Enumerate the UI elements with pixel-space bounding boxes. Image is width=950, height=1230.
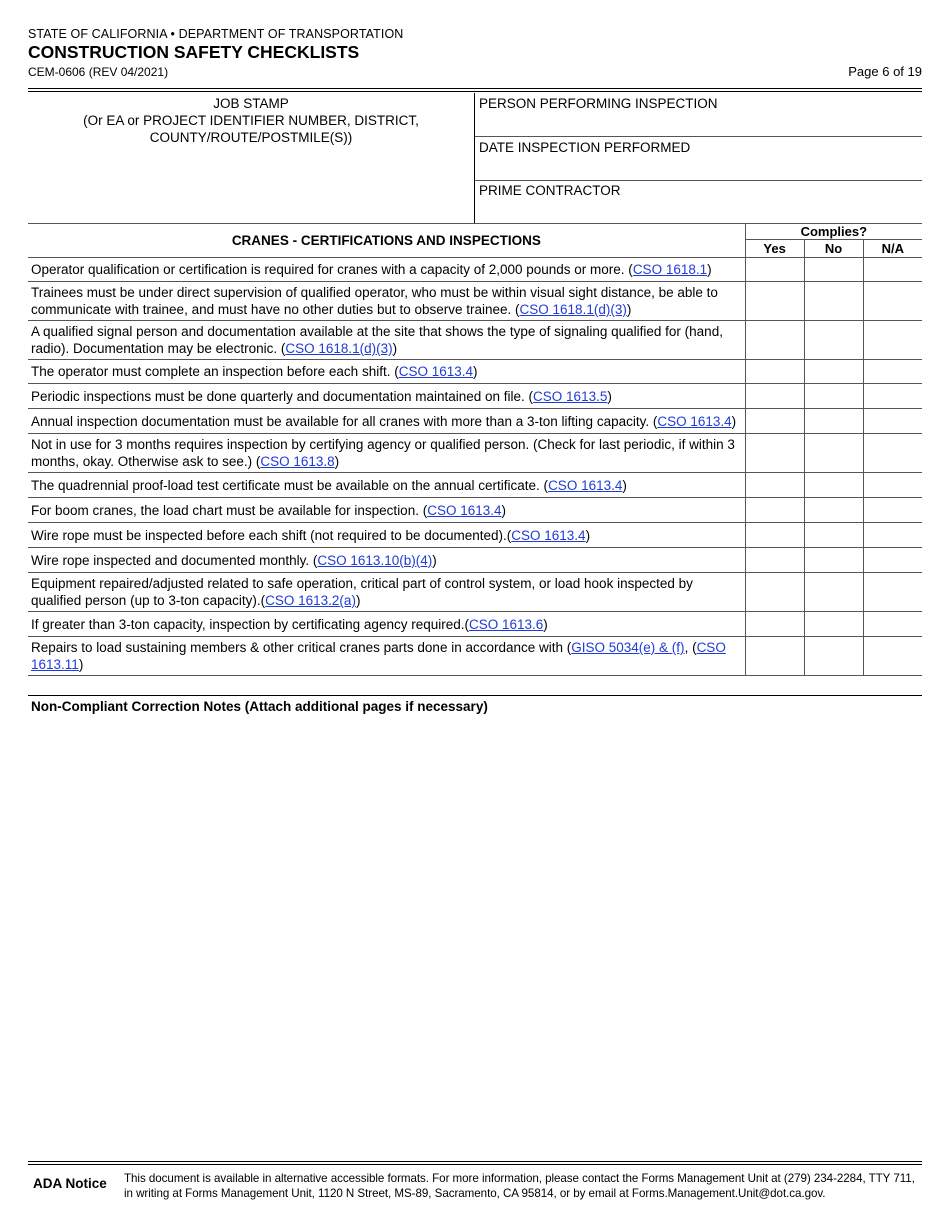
person-performing-inspection-label: PERSON PERFORMING INSPECTION [479,96,718,111]
checklist-item-text [28,523,745,548]
complies-no-cell[interactable] [804,498,863,523]
item-text: Not in use for 3 months requires inspection by certifying agency or qualified person. (Check for last periodic, if within 3 months, okay. Otherwise ask to see.) ( [31,437,735,469]
item-text-tail: ) [585,527,591,543]
complies-yes-cell[interactable] [745,612,804,637]
regulation-link[interactable]: GISO 5034(e) & (f) [571,640,685,655]
table-row [28,637,922,676]
regulation-link[interactable]: CSO 1613.5 [533,388,608,404]
na-header: N/A [863,240,922,258]
complies-no-cell[interactable] [804,548,863,573]
complies-no-cell[interactable] [804,573,863,612]
checklist-item-text [28,637,745,676]
regulation-link[interactable]: CSO 1613.2(a) [265,593,356,608]
table-row [28,523,922,548]
item-text-tail: ) [78,657,84,672]
complies-na-cell[interactable] [863,637,922,676]
table-row [28,282,922,321]
complies-na-cell[interactable] [863,573,922,612]
regulation-link[interactable]: CSO 1613.6 [469,616,544,632]
complies-no-cell[interactable] [804,473,863,498]
item-text-tail: ) [607,388,612,404]
item-text-tail: ) [392,341,398,356]
regulation-link[interactable]: CSO 1618.1 [632,262,708,277]
complies-yes-cell[interactable] [745,473,804,498]
checklist-item-text [28,473,745,498]
item-text-tail: ) [473,364,478,379]
notes-divider [28,695,922,696]
table-row [28,321,922,360]
agency-name: STATE OF CALIFORNIA • DEPARTMENT OF TRANSPORTATION [28,27,404,41]
complies-no-cell[interactable] [804,612,863,637]
complies-yes-cell[interactable] [745,498,804,523]
item-text: Wire rope must be inspected before each shift (not required to be documented).( [31,527,512,543]
table-row [28,573,922,612]
footer-rule [28,1161,922,1165]
item-text: Trainees must be under direct supervision of qualified operator, who must be within visual sight distance, be able to communicate with trainee, and must have no other duties but to observe trainee. ( [31,285,718,317]
table-row [28,548,922,573]
notes-title: Non-Compliant Correction Notes (Attach additional pages if necessary) [31,699,488,714]
page-number: Page 6 of 19 [848,64,922,79]
item-text: The quadrennial proof-load test certificate must be available on the annual certificate. ( [31,477,549,493]
checklist-table [28,223,922,676]
regulation-link[interactable]: CSO 1618.1(d)(3) [285,341,393,356]
checklist-item-text [28,548,745,573]
item-text-tail: ) [731,413,737,429]
regulation-link[interactable]: CSO 1613.4 [548,477,623,493]
item-text-tail: ) [432,552,437,568]
item-text-tail: , ( [684,640,697,655]
item-text-tail: ) [622,477,627,493]
complies-no-cell[interactable] [804,384,863,409]
checklist-item-text [28,612,745,637]
complies-no-cell[interactable] [804,637,863,676]
complies-no-cell[interactable] [804,360,863,384]
complies-na-cell[interactable] [863,258,922,282]
checklist-item-text [28,384,745,409]
complies-na-cell[interactable] [863,282,922,321]
table-title: CRANES - CERTIFICATIONS AND INSPECTIONS [28,224,745,258]
item-text-tail: ) [543,616,548,632]
table-row [28,434,922,473]
complies-no-cell[interactable] [804,321,863,360]
complies-yes-cell[interactable] [745,360,804,384]
checklist-item-text [28,258,745,282]
complies-yes-cell[interactable] [745,637,804,676]
job-stamp-sublabel-1: (Or EA or PROJECT IDENTIFIER NUMBER, DISTRICT, [83,113,419,128]
complies-na-cell[interactable] [863,321,922,360]
regulation-link[interactable]: CSO 1613.8 [260,454,335,469]
item-text: Periodic inspections must be done quarterly and documentation maintained on file. ( [31,388,534,404]
regulation-link[interactable]: CSO 1613.4 [398,364,473,379]
checklist-item-text [28,360,745,384]
complies-na-cell[interactable] [863,409,922,434]
complies-header: Complies? [745,224,922,240]
job-stamp-box[interactable] [28,93,475,224]
table-row [28,409,922,434]
item-text: For boom cranes, the load chart must be available for inspection. ( [31,502,428,518]
checklist-item-text [28,434,745,473]
regulation-link[interactable]: CSO 1613.4 [657,413,732,429]
complies-yes-cell[interactable] [745,409,804,434]
ada-notice-label: ADA Notice [33,1176,107,1191]
complies-no-cell[interactable] [804,523,863,548]
prime-contractor-label: PRIME CONTRACTOR [479,183,621,198]
job-stamp-sublabel-2: COUNTY/ROUTE/POSTMILE(S)) [149,130,353,145]
job-info-section [28,93,922,224]
checklist-item-text [28,282,745,321]
item-text-tail: ) [707,262,712,277]
complies-na-cell[interactable] [863,384,922,409]
regulation-link[interactable]: CSO 1613.10(b)(4) [317,552,433,568]
item-text: Equipment repaired/adjusted related to safe operation, critical part of control system, or load hook inspected by qualified person (up to 3-ton capacity).( [31,576,693,608]
ada-notice-text: This document is available in alternative accessible formats. For more information, please contact the Forms Management Unit at (279) 234-2284, TTY 711, in writing at Forms Management Unit, 1120 N Street, MS-89, Sacramento, CA 95814, or by email at Forms.Management.Unit@dot.ca.gov. [124,1172,915,1200]
document-title: CONSTRUCTION SAFETY CHECKLISTS [28,42,360,62]
job-stamp-label: JOB STAMP [213,96,289,111]
table-row [28,612,922,637]
item-text: If greater than 3-ton capacity, inspection by certificating agency required.( [31,616,469,632]
prime-contractor-field[interactable] [475,180,922,224]
table-row [28,384,922,409]
item-text: A qualified signal person and documentation available at the site that shows the type of signaling qualified for (hand, radio). Documentation may be electronic. ( [31,324,723,356]
item-text: Wire rope inspected and documented monthly. ( [31,552,318,568]
complies-no-cell[interactable] [804,258,863,282]
complies-na-cell[interactable] [863,612,922,637]
item-text-tail: ) [355,593,361,608]
regulation-link[interactable]: CSO 1613.4 [511,527,586,543]
complies-yes-cell[interactable] [745,573,804,612]
yes-header: Yes [745,240,804,258]
complies-na-cell[interactable] [863,434,922,473]
checklist-item-text [28,409,745,434]
complies-no-cell[interactable] [804,409,863,434]
item-text: Annual inspection documentation must be available for all cranes with more than a 3-ton lifting capacity. ( [31,413,658,429]
no-header: No [804,240,863,258]
complies-yes-cell[interactable] [745,523,804,548]
header-rule [28,88,922,92]
complies-yes-cell[interactable] [745,282,804,321]
table-row [28,473,922,498]
item-text: Repairs to load sustaining members & other critical cranes parts done in accordance with ( [31,640,572,655]
complies-na-cell[interactable] [863,548,922,573]
complies-yes-cell[interactable] [745,384,804,409]
date-inspection-performed-label: DATE INSPECTION PERFORMED [479,140,691,155]
item-text-tail: ) [626,302,632,317]
complies-na-cell[interactable] [863,523,922,548]
item-text-tail: ) [501,502,506,518]
complies-yes-cell[interactable] [745,321,804,360]
regulation-link[interactable]: CSO 1613.4 [427,502,502,518]
item-text: Operator qualification or certification is required for cranes with a capacity of 2,000 pounds or more. ( [31,262,633,277]
table-row [28,258,922,282]
regulation-link[interactable]: CSO 1618.1(d)(3) [519,302,627,317]
form-number: CEM-0606 (REV 04/2021) [28,65,169,79]
complies-na-cell[interactable] [863,360,922,384]
table-row [28,498,922,523]
complies-no-cell[interactable] [804,282,863,321]
person-performing-inspection-field[interactable] [475,93,922,137]
checklist-item-text [28,498,745,523]
complies-yes-cell[interactable] [745,434,804,473]
table-row [28,360,922,384]
regulation-link[interactable]: CSO 1613.11 [31,640,726,672]
item-text: The operator must complete an inspection before each shift. ( [31,364,399,379]
complies-yes-cell[interactable] [745,258,804,282]
checklist-item-text [28,321,745,360]
date-inspection-performed-field[interactable] [475,137,922,181]
checklist-item-text [28,573,745,612]
complies-yes-cell[interactable] [745,548,804,573]
item-text-tail: ) [334,454,340,469]
complies-no-cell[interactable] [804,434,863,473]
complies-na-cell[interactable] [863,473,922,498]
complies-na-cell[interactable] [863,498,922,523]
